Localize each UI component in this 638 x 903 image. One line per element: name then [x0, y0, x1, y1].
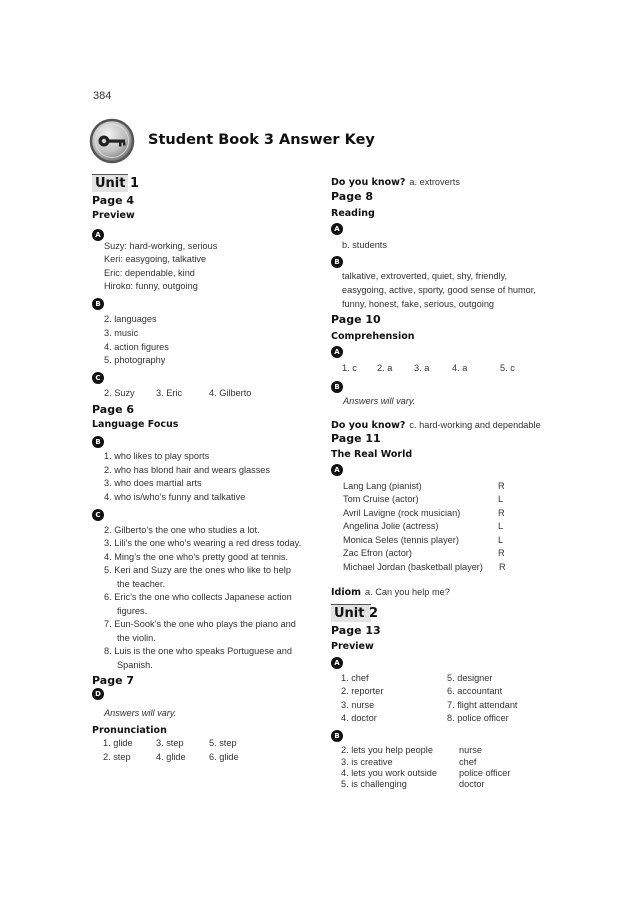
- section-b-badge: B: [92, 436, 104, 448]
- language-focus-c-line: 8. Luis is the one who speaks Portuguese and: [104, 646, 292, 656]
- page-10-heading: Page 10: [331, 313, 381, 326]
- language-focus-c-line: 2. Gilberto’s the one who studies a lot.: [104, 525, 260, 535]
- preview-b-line: 2. languages: [104, 314, 157, 324]
- preview-a-item: 7. flight attendant: [447, 700, 518, 710]
- preview-b-item: 5. is challenging: [341, 779, 407, 789]
- preview-b-line: 3. music: [104, 328, 139, 338]
- language-focus-c-line: 5. Keri and Suzy are the ones who like to help: [104, 565, 291, 575]
- real-world-mark: R: [498, 508, 505, 518]
- section-a-badge: A: [92, 229, 104, 241]
- pronunciation-item: 2. step: [103, 752, 131, 762]
- section-a-badge: A: [331, 346, 343, 358]
- language-focus-c-line: 7. Eun-Sook’s the one who plays the piano and: [104, 619, 296, 629]
- idiom-answer: a. Can you help me?: [365, 587, 450, 597]
- pronunciation-heading: Pronunciation: [92, 725, 167, 736]
- real-world-name: Tom Cruise (actor): [343, 494, 419, 504]
- section-c-badge: C: [92, 372, 104, 384]
- comprehension-a-item: 3. a: [414, 363, 430, 373]
- comprehension-a-item: 4. a: [452, 363, 468, 373]
- unit-2-heading: Unit 2: [331, 604, 371, 622]
- idiom-label: Idiom: [331, 587, 362, 598]
- language-focus-b-line: 4. who is/who’s funny and talkative: [104, 492, 246, 502]
- unit-1-heading: Unit 1: [92, 174, 128, 192]
- reading-heading: Reading: [331, 208, 375, 219]
- language-focus-heading: Language Focus: [92, 419, 179, 430]
- language-focus-c-line: 6. Eric’s the one who collects Japanese action: [104, 592, 292, 602]
- page-11-heading: Page 11: [331, 432, 381, 445]
- real-world-name: Avril Lavigne (rock musician): [343, 508, 461, 518]
- section-a-badge: A: [331, 464, 343, 476]
- page-number: 384: [93, 90, 112, 102]
- preview-c-item: 2. Suzy: [104, 388, 135, 398]
- page-13-heading: Page 13: [331, 624, 381, 637]
- language-focus-c-line: 4. Ming’s the one who’s pretty good at tennis.: [104, 552, 289, 562]
- do-you-know-2: [331, 415, 541, 433]
- real-world-mark: R: [498, 548, 505, 558]
- preview-c-item: 4. Gilberto: [209, 388, 252, 398]
- page-title: Student Book 3 Answer Key: [148, 132, 375, 148]
- real-world-mark: R: [499, 562, 506, 572]
- real-world-mark: R: [498, 481, 505, 491]
- do-you-know-answer: c. hard-working and dependable: [409, 420, 541, 430]
- preview-a-item: 6. accountant: [447, 686, 503, 696]
- section-a-badge: A: [331, 657, 343, 669]
- preview-b-match: nurse: [459, 745, 482, 755]
- language-focus-c-line: figures.: [117, 606, 148, 616]
- section-a-badge: A: [331, 223, 343, 235]
- section-b-badge: B: [331, 381, 343, 393]
- preview-b-item: 4. lets you work outside: [341, 768, 438, 778]
- pronunciation-item: 5. step: [209, 738, 237, 748]
- real-world-name: Monica Seles (tennis player): [343, 535, 459, 545]
- real-world-mark: L: [498, 535, 504, 545]
- preview-a-item: 8. police officer: [447, 713, 509, 723]
- preview-a-line: Keri: easygoing, talkative: [104, 254, 207, 264]
- language-focus-b-line: 3. who does martial arts: [104, 478, 202, 488]
- key-icon: [89, 118, 135, 164]
- language-focus-c-line: 3. Lili’s the one who’s wearing a red dress today.: [104, 538, 302, 548]
- preview-a-item: 5. designer: [447, 673, 493, 683]
- do-you-know-label: Do you know?: [331, 420, 406, 431]
- reading-b-line: talkative, extroverted, quiet, shy, friendly,: [342, 271, 508, 281]
- real-world-name: Angelina Jolie (actress): [343, 521, 439, 531]
- section-d-badge: D: [92, 688, 104, 700]
- preview-b-line: 5. photography: [104, 355, 166, 365]
- preview-b-match: police officer: [459, 768, 511, 778]
- pronunciation-item: 3. step: [156, 738, 184, 748]
- pronunciation-item: 6. glide: [209, 752, 239, 762]
- section-b-badge: B: [331, 730, 343, 742]
- section-c-badge: C: [92, 509, 104, 521]
- language-focus-c-line: the violin.: [117, 633, 156, 643]
- reading-b-line: easygoing, active, sporty, good sense of humor,: [342, 285, 536, 295]
- idiom-row: [331, 582, 450, 600]
- comprehension-a-item: 5. c: [500, 363, 515, 373]
- reading-b-line: funny, honest, fake, serious, outgoing: [342, 299, 495, 309]
- do-you-know-label: Do you know?: [331, 177, 406, 188]
- real-world-mark: L: [498, 521, 504, 531]
- page-8-heading: Page 8: [331, 190, 374, 203]
- comprehension-heading: Comprehension: [331, 331, 415, 342]
- language-focus-b-line: 2. who has blond hair and wears glasses: [104, 465, 270, 475]
- preview-heading: Preview: [92, 210, 135, 221]
- page-7-heading: Page 7: [92, 674, 135, 687]
- pronunciation-item: 1. glide: [103, 738, 133, 748]
- language-focus-c-line: the teacher.: [117, 579, 166, 589]
- preview-b-line: 4. action figures: [104, 342, 169, 352]
- real-world-name: Michael Jordan (basketball player): [343, 562, 483, 572]
- preview-b-item: 3. is creative: [341, 757, 393, 767]
- do-you-know-answer: a. extroverts: [409, 177, 460, 187]
- language-focus-b-line: 1. who likes to play sports: [104, 451, 210, 461]
- reading-a-answer: b. students: [342, 240, 387, 250]
- preview-a-item: 2. reporter: [341, 686, 384, 696]
- pronunciation-item: 4. glide: [156, 752, 186, 762]
- real-world-mark: L: [498, 494, 504, 504]
- do-you-know-1: [331, 172, 460, 190]
- preview-heading: Preview: [331, 641, 374, 652]
- section-b-badge: B: [331, 256, 343, 268]
- real-world-name: Zac Efron (actor): [343, 548, 412, 558]
- comprehension-a-item: 2. a: [377, 363, 393, 373]
- preview-a-line: Suzy: hard-working, serious: [104, 241, 218, 251]
- comprehension-a-item: 1. c: [342, 363, 357, 373]
- preview-a-item: 3. nurse: [341, 700, 375, 710]
- preview-a-line: Hiroko: funny, outgoing: [104, 281, 198, 291]
- preview-b-item: 2. lets you help people: [341, 745, 433, 755]
- preview-c-item: 3. Eric: [156, 388, 183, 398]
- preview-b-match: doctor: [459, 779, 485, 789]
- preview-a-item: 1. chef: [341, 673, 369, 683]
- answers-vary-note: Answers will vary.: [104, 708, 177, 718]
- section-b-badge: B: [92, 298, 104, 310]
- real-world-heading: The Real World: [331, 449, 413, 460]
- page-4-heading: Page 4: [92, 194, 135, 207]
- answers-vary-note: Answers will vary.: [343, 396, 416, 406]
- preview-a-item: 4. doctor: [341, 713, 377, 723]
- language-focus-c-line: Spanish.: [117, 660, 153, 670]
- real-world-name: Lang Lang (pianist): [343, 481, 422, 491]
- preview-a-line: Eric: dependable, kind: [104, 268, 195, 278]
- preview-b-match: chef: [459, 757, 477, 767]
- page-6-heading: Page 6: [92, 403, 135, 416]
